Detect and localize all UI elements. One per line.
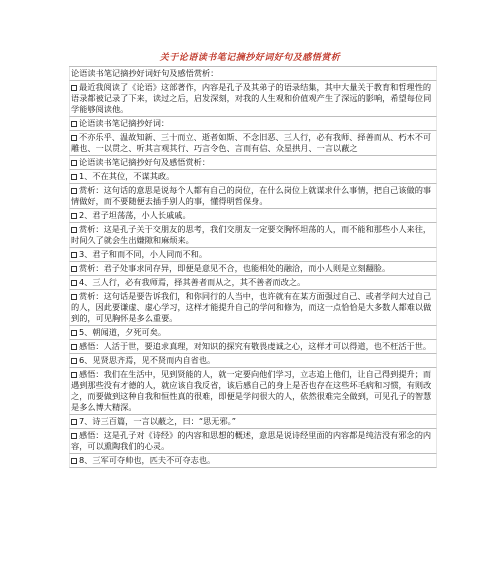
- checkbox-square-icon: [71, 458, 77, 464]
- row-text: 感悟：人活于世，要追求真理，对知识的探究有敬畏虔诚之心，这样才可以得道，也不枉活于世。: [79, 341, 432, 351]
- text-row: [69, 223, 437, 248]
- text-row: [69, 415, 437, 429]
- text-row: [69, 429, 437, 454]
- text-row: [69, 81, 437, 117]
- checkbox-square-icon: [71, 294, 77, 300]
- row-text: 感悟：这是孔子对《诗经》的内容和思想的概述，意思是说诗经里面的内容都是纯洁没有邪念的内容，可以熏陶我们的心灵。: [71, 430, 432, 451]
- checkbox-square-icon: [71, 135, 77, 141]
- row-text: 4、三人行，必有我师焉，择其善者而从之，其不善者而改之。: [79, 277, 306, 287]
- text-row: [69, 326, 437, 340]
- text-row: [69, 117, 437, 131]
- row-text: 论语读书笔记摘抄好词：: [79, 118, 170, 128]
- text-row: [69, 156, 437, 170]
- checkbox-square-icon: [71, 160, 77, 166]
- row-text: 5、朝闻道，夕死可矣。: [79, 327, 167, 337]
- text-row: [69, 354, 437, 368]
- checkbox-square-icon: [71, 227, 77, 233]
- row-text: 赏析：这句话的意思是说每个人都有自己的岗位，在什么岗位上就谋求什么事情，把自己该做的事情做好，而不要随便去插手别人的事，懂得明哲保身。: [71, 185, 432, 206]
- text-row: [69, 131, 437, 156]
- text-row: [69, 209, 437, 223]
- text-row: [69, 454, 437, 468]
- row-text: 赏析：这是孔子关于交朋友的思考，我们交朋友一定要交胸怀坦荡的人，而不能和那些小人来往，时间久了就会生出嫌隙和麻烦来。: [71, 224, 432, 245]
- row-text: 8、三军可夺帅也，匹夫不可夺志也。: [79, 455, 216, 465]
- checkbox-square-icon: [71, 280, 77, 286]
- row-text: 赏析：这句话是要告诉我们，和你同行的人当中，也许就有在某方面强过自己、或者学问大过自己的人，因此要谦虚、虚心学习，这样才能提升自己的学问和修为，而这一点恰恰是大多数人都难以做到的，可见胸怀是多么重要。: [71, 291, 432, 323]
- checkbox-square-icon: [71, 85, 77, 91]
- row-text: 论语读书笔记摘抄好词好句及感悟赏析：: [71, 68, 219, 78]
- checkbox-square-icon: [71, 188, 77, 194]
- text-row: [69, 184, 437, 209]
- checkbox-square-icon: [71, 330, 77, 336]
- text-row: [69, 262, 437, 276]
- checkbox-square-icon: [71, 419, 77, 425]
- checkbox-square-icon: [71, 358, 77, 364]
- checkbox-square-icon: [71, 344, 77, 350]
- checkbox-square-icon: [71, 213, 77, 219]
- text-row: [69, 248, 437, 262]
- text-row: [69, 276, 437, 290]
- checkbox-square-icon: [71, 266, 77, 272]
- row-text: 6、见贤思齐焉，见不贤而内自省也。: [79, 355, 216, 365]
- checkbox-square-icon: [71, 252, 77, 258]
- row-text: 论语读书笔记摘抄好句及感悟赏析：: [79, 157, 211, 167]
- text-row: [69, 368, 437, 415]
- row-text: 1、不在其位，不谋其政。: [79, 171, 175, 181]
- checkbox-square-icon: [71, 121, 77, 127]
- row-text: 7、诗三百篇，一言以蔽之，曰：“思无邪。”: [79, 416, 236, 426]
- checkbox-square-icon: [71, 372, 77, 378]
- row-text: 感悟：我们在生活中，见到贤能的人，就一定要向他们学习，立志追上他们，让自己得到提升；而遇到那些没有才德的人，就应该自我反省，该后感自己的身上是否也存在这些坏毛病和习惯，有则改之，而要做到这种自我和恒性真的很难，即便是学问很大的人，依然很难完全做到，可见孔子的智慧是多么博大精深。: [71, 369, 432, 412]
- row-text: 赏析：君子处事求同存异，即便是意见不合，也能相处的融洽，而小人则是立刻翻脸。: [79, 263, 391, 273]
- text-row: [69, 67, 437, 81]
- page-title: 关于论语读书笔记摘抄好词好句及感悟赏析: [159, 53, 341, 63]
- checkbox-square-icon: [71, 174, 77, 180]
- text-row: [69, 170, 437, 184]
- row-text: 3、君子和而不同，小人同而不和。: [79, 249, 208, 259]
- text-row: [69, 290, 437, 326]
- row-text: 不亦乐乎、温故知新、三十而立、逝者如斯、不念旧恶、三人行，必有我师、择善而从、朽木不可雕也、一以贯之、听其言观其行、巧言令色、言而有信、众星拱月、一言以蔽之: [71, 132, 432, 153]
- checkbox-square-icon: [71, 433, 77, 439]
- document-body: [69, 66, 437, 468]
- row-text: 2、君子坦荡荡，小人长戚戚。: [79, 210, 191, 220]
- row-text: 最近我阅读了《论语》这部著作，内容是孔子及其弟子的语录结集，其中大量关于教育和哲理性的语录都被记录了下来，读过之后，启发深刻，对我的人生观和价值观产生了深远的影响，希望每位同学能够阅读他。: [71, 82, 432, 114]
- text-row: [69, 340, 437, 354]
